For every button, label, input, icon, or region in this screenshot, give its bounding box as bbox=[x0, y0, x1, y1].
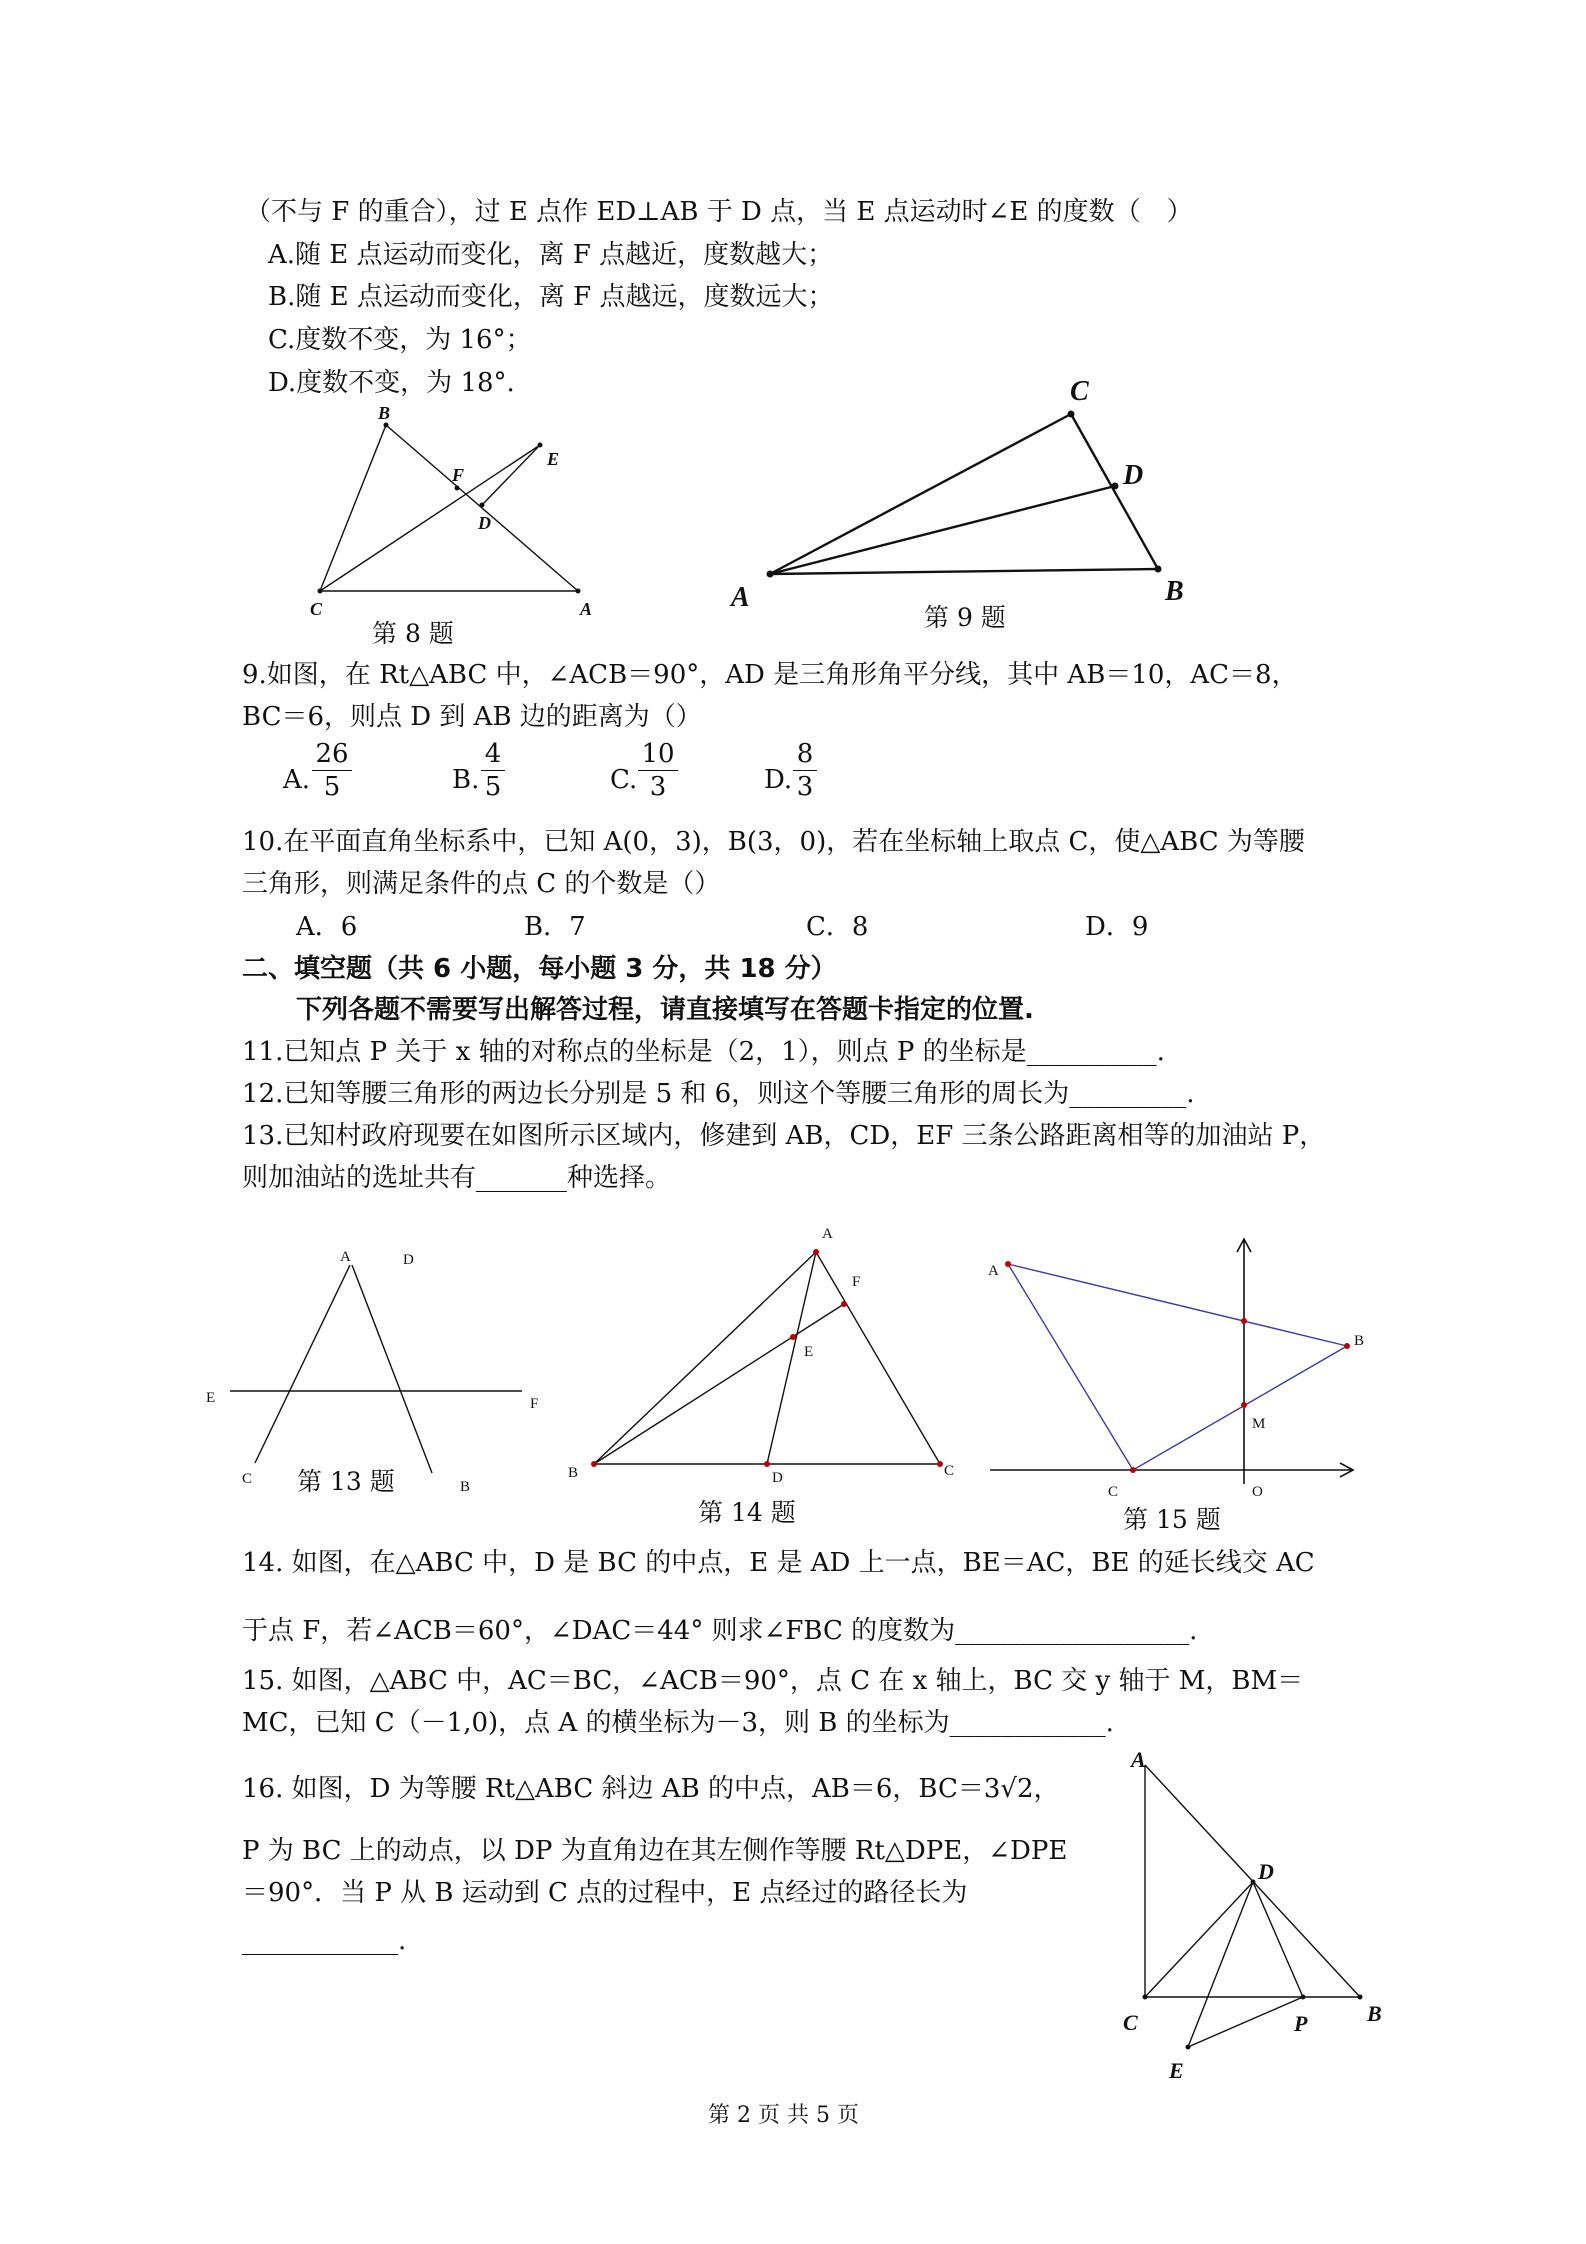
q9-option-a-numerator: 26 bbox=[312, 738, 352, 771]
q9-option-b-numerator: 4 bbox=[481, 738, 505, 771]
q9-option-b-fraction bbox=[481, 738, 505, 803]
q15-caption: 第 15 题 bbox=[1123, 1505, 1221, 1534]
q15-line2: MC，已知 C（－1,0)，点 A 的横坐标为－3，则 B 的坐标为____________. bbox=[242, 1708, 1114, 1738]
q8-option-d: D.度数不变，为 18°. bbox=[268, 368, 515, 398]
q16-line1: 16. 如图，D 为等腰 Rt△ABC 斜边 AB 的中点，AB＝6，BC＝3√2， bbox=[242, 1774, 1060, 1804]
q14-segment-ac bbox=[816, 1252, 940, 1464]
q16-label-e: E bbox=[1169, 2058, 1184, 2083]
q10-line1: 10.在平面直角坐标系中，已知 A(0，3)，B(3，0)，若在坐标轴上取点 C，使△ABC 为等腰 bbox=[242, 827, 1305, 857]
q9-segment-ab bbox=[770, 569, 1158, 574]
q13-line2: 则加油站的选址共有_______种选择。 bbox=[242, 1163, 672, 1193]
figure-q9 bbox=[725, 368, 1205, 618]
q9-option-a-letter: A. bbox=[283, 765, 311, 795]
q13-label-c: C bbox=[242, 1471, 253, 1487]
q8-option-a: A.随 E 点运动而变化，离 F 点越近，度数越大； bbox=[268, 240, 834, 270]
q14-label-a: A bbox=[822, 1226, 833, 1242]
q10-option-b: B．7 bbox=[524, 912, 586, 942]
q9-option-a-denominator: 5 bbox=[323, 772, 341, 802]
section2-note: 下列各题不需要写出解答过程，请直接填写在答题卡指定的位置. bbox=[296, 995, 1034, 1025]
q13-label-e: E bbox=[206, 1390, 216, 1406]
q15-label-a: A bbox=[988, 1263, 999, 1279]
q9-caption: 第 9 题 bbox=[924, 603, 1006, 632]
q14-segment-bf bbox=[594, 1304, 844, 1464]
q13-line1: 13.已知村政府现要在如图所示区域内，修建到 AB，CD，EF 三条公路距离相等的加油站 P， bbox=[242, 1121, 1326, 1151]
q8-caption: 第 8 题 bbox=[372, 619, 454, 648]
q8-label-a: A bbox=[580, 599, 593, 619]
q10-line2: 三角形，则满足条件的点 C 的个数是（） bbox=[242, 869, 721, 899]
q9-option-c-fraction bbox=[638, 738, 678, 803]
q8-option-c: C.度数不变，为 16°； bbox=[268, 325, 532, 355]
q9-label-d: D bbox=[1123, 460, 1144, 491]
q9-option-d-fraction bbox=[793, 738, 817, 803]
q13-caption: 第 13 题 bbox=[297, 1467, 395, 1496]
q15-segment-cb bbox=[1133, 1346, 1347, 1470]
q16-line4: ____________. bbox=[242, 1926, 407, 1956]
q16-label-b: B bbox=[1367, 2001, 1382, 2026]
q15-line1: 15. 如图，△ABC 中，AC＝BC，∠ACB＝90°，点 C 在 x 轴上，BC 交 y 轴于 M，BM＝ bbox=[242, 1666, 1304, 1696]
q9-line1: 9.如图，在 Rt△ABC 中，∠ACB＝90°，AD 是三角形角平分线，其中 AB＝10，AC＝8， bbox=[242, 660, 1298, 690]
q15-label-c: C bbox=[1108, 1484, 1119, 1500]
q9-segment-ac bbox=[770, 414, 1071, 574]
q8-label-c: C bbox=[310, 599, 323, 619]
q14-label-d: D bbox=[772, 1470, 783, 1486]
q9-label-c: C bbox=[1070, 376, 1089, 407]
q9-option-a-fraction bbox=[312, 738, 352, 803]
q14-line2: 于点 F，若∠ACB＝60°，∠DAC＝44° 则求∠FBC 的度数为__________________. bbox=[242, 1616, 1198, 1646]
q8-segment-bc bbox=[320, 425, 386, 591]
q15-segment-ab bbox=[1008, 1264, 1347, 1346]
q9-segment-cb bbox=[1071, 414, 1158, 569]
q9-option-c-denominator: 3 bbox=[649, 772, 667, 802]
q9-option-b-letter: B. bbox=[452, 765, 480, 795]
q16-label-d: D bbox=[1258, 1859, 1274, 1884]
q11-text: 11.已知点 P 关于 x 轴的对称点的坐标是（2，1），则点 P 的坐标是__________. bbox=[242, 1037, 1165, 1067]
q14-label-c: C bbox=[944, 1463, 955, 1479]
q8-label-f: F bbox=[452, 465, 465, 485]
q13-label-b: B bbox=[460, 1479, 471, 1495]
q16-label-a: A bbox=[1131, 1747, 1146, 1772]
q14-line1: 14. 如图，在△ABC 中，D 是 BC 的中点，E 是 AD 上一点，BE＝AC，BE 的延长线交 AC bbox=[242, 1548, 1315, 1578]
q9-segment-ad bbox=[770, 486, 1115, 574]
q13-label-d: D bbox=[403, 1252, 414, 1268]
q9-label-a: A bbox=[731, 582, 750, 613]
q9-option-d-denominator: 3 bbox=[796, 772, 814, 802]
q8-stem: （不与 F 的重合），过 E 点作 ED⊥AB 于 D 点，当 E 点运动时∠E 的度数（ ） bbox=[245, 197, 1193, 227]
q16-label-c: C bbox=[1123, 2010, 1138, 2035]
q14-caption: 第 14 题 bbox=[698, 1498, 796, 1527]
q15-label-m: M bbox=[1252, 1416, 1266, 1432]
q13-label-a: A bbox=[340, 1249, 351, 1265]
q9-option-c-letter: C. bbox=[610, 765, 638, 795]
q14-label-f: F bbox=[852, 1274, 861, 1290]
q9-label-b: B bbox=[1165, 576, 1184, 607]
q16-line3: ＝90°．当 P 从 B 运动到 C 点的过程中，E 点经过的路径长为 bbox=[242, 1878, 968, 1908]
figure-q15 bbox=[980, 1222, 1380, 1512]
q8-segment-ed bbox=[482, 445, 540, 505]
q14-label-b: B bbox=[568, 1465, 579, 1481]
q16-label-p: P bbox=[1294, 2011, 1308, 2036]
figure-q14 bbox=[560, 1220, 970, 1490]
q14-segment-ab bbox=[594, 1252, 816, 1464]
section2-title: 二、填空题（共 6 小题，每小题 3 分，共 18 分） bbox=[242, 954, 837, 984]
q9-option-d-numerator: 8 bbox=[793, 738, 817, 771]
q14-label-e: E bbox=[804, 1344, 814, 1360]
q13-line-dc bbox=[255, 1265, 350, 1463]
q9-option-b-denominator: 5 bbox=[484, 772, 502, 802]
q10-option-c: C．8 bbox=[806, 912, 869, 942]
q16-segment-cd bbox=[1145, 1882, 1253, 1997]
page-number: 第 2 页 共 5 页 bbox=[708, 2103, 859, 2128]
q12-text: 12.已知等腰三角形的两边长分别是 5 和 6，则这个等腰三角形的周长为_________. bbox=[242, 1079, 1195, 1109]
q9-option-c-numerator: 10 bbox=[638, 738, 678, 771]
q15-label-b: B bbox=[1354, 1333, 1365, 1349]
q9-line2: BC＝6，则点 D 到 AB 边的距离为（） bbox=[242, 702, 702, 732]
q8-label-b: B bbox=[378, 403, 391, 423]
q8-label-d: D bbox=[478, 513, 491, 533]
q9-option-d-letter: D. bbox=[764, 765, 793, 795]
q10-option-d: D．9 bbox=[1085, 912, 1149, 942]
q16-line2: P 为 BC 上的动点，以 DP 为直角边在其左侧作等腰 Rt△DPE，∠DPE bbox=[242, 1836, 1068, 1866]
q8-option-b: B.随 E 点运动而变化，离 F 点越远，度数远大； bbox=[268, 282, 834, 312]
q13-label-f: F bbox=[530, 1396, 539, 1412]
q10-option-a: A．6 bbox=[296, 912, 358, 942]
q8-label-e: E bbox=[547, 449, 560, 469]
q15-segment-ac bbox=[1008, 1264, 1133, 1470]
q15-label-o: O bbox=[1252, 1484, 1263, 1500]
q16-segment-dp bbox=[1253, 1882, 1303, 1997]
q8-segment-ce bbox=[320, 445, 540, 591]
figure-q8 bbox=[300, 405, 600, 625]
figure-q16 bbox=[1105, 1745, 1405, 2085]
q13-line-ab bbox=[352, 1265, 432, 1473]
